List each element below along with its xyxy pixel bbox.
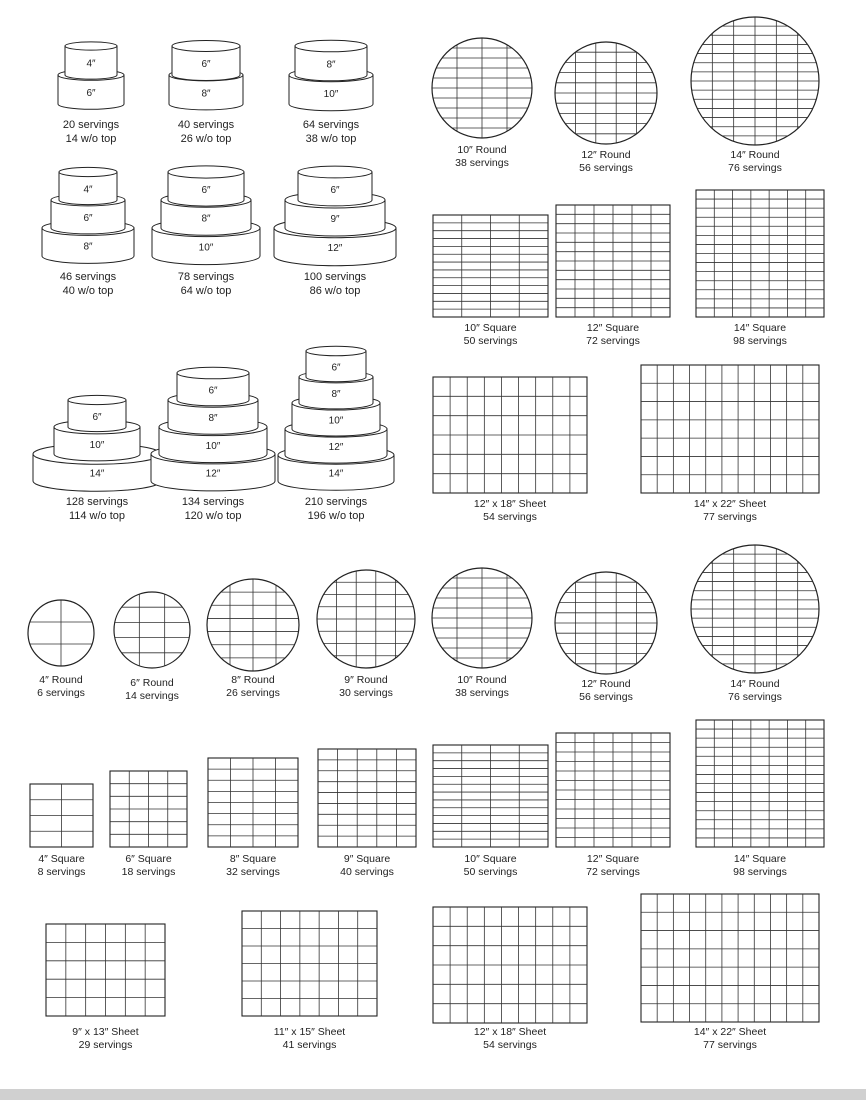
round-pan-outline [114,592,190,668]
cake-servings: 20 servings [62,119,120,131]
tier-size-label: 8″ [331,388,341,400]
tiered-cake [42,167,134,297]
tier-size-label: 14″ [89,468,105,480]
pan-name: 14″ Square [733,322,787,334]
pan-outline [641,365,819,493]
slice-grid [691,545,819,673]
round-pan [28,600,94,699]
cake-servings: 100 servings [303,271,367,283]
pan-name: 12″ x 18″ Sheet [473,1026,547,1038]
pan-name: 4″ Round [39,674,83,686]
pan-name: 9″ Round [344,674,388,686]
round-pan [432,38,532,169]
round-pan [207,579,299,699]
pan-name: 14″ Round [730,149,780,161]
tiered-cake [169,41,243,145]
tier-size-label: 6″ [201,185,211,197]
slice-grid [691,17,819,145]
pan-servings: 56 servings [579,691,633,703]
cake-servings: 40 servings [177,119,235,131]
tier-size-label: 10″ [89,439,105,451]
tier-size-label: 4″ [86,58,96,70]
tiered-cake [278,346,394,522]
tier-top [59,167,117,176]
pan-servings: 77 servings [703,1039,757,1051]
square-pan [556,733,670,878]
pan-servings: 18 servings [121,866,176,878]
tier-size-label: 10″ [328,415,344,427]
tier-top [68,395,126,404]
cake-servings: 128 servings [65,496,129,508]
tier-size-label: 10″ [205,440,221,452]
pan-name: 14″ Square [733,853,787,865]
tier-size-label: 6″ [92,411,102,423]
tier-size-label: 6″ [201,59,211,71]
pan-servings: 26 servings [226,687,280,699]
tier-size-label: 8″ [201,213,211,225]
pan-name: 10″ Square [464,322,517,334]
cake-servings-without-top: 64 w/o top [180,285,232,297]
tiered-cake [152,166,260,297]
round-pan [555,572,657,703]
pan-name: 12″ Round [581,678,631,690]
bottom-scroll-bar [0,1089,866,1100]
pan-servings: 76 servings [728,162,782,174]
pan-name: 14″ x 22″ Sheet [693,1026,767,1038]
tier-size-label: 8″ [208,413,218,425]
pan-name: 11″ x 15″ Sheet [273,1026,346,1038]
tier-top [177,367,249,379]
square-pan [433,215,548,347]
sheet-pan [433,907,587,1051]
pan-servings: 98 servings [733,335,787,347]
pan-servings: 6 servings [37,687,85,699]
tier-size-label: 12″ [205,468,221,480]
pan-servings: 76 servings [728,691,782,703]
tiered-cake [151,367,275,522]
pan-name: 12″ Square [586,853,640,865]
pan-name: 10″ Round [457,674,507,686]
cake-servings: 64 servings [302,119,360,131]
sheet-pan [641,365,819,523]
pan-servings: 40 servings [340,866,394,878]
tier-size-label: 4″ [83,184,93,196]
pan-name: 6″ Square [125,853,172,865]
pan-name: 12″ x 18″ Sheet [473,498,547,510]
pan-name: 12″ Round [581,149,631,161]
tiered-cake [274,166,396,297]
sheet-pan [46,924,165,1051]
sheet-pan [242,911,377,1051]
tier-size-label: 10″ [198,242,214,254]
tiered-cake [33,395,161,522]
pan-name: 10″ Square [464,853,517,865]
pan-servings: 30 servings [339,687,393,699]
cake-servings: 78 servings [177,271,235,283]
pan-servings: 41 servings [282,1039,337,1051]
tier-size-label: 6″ [330,184,340,196]
tier-size-label: 10″ [323,88,339,100]
pan-servings: 38 servings [455,157,509,169]
cake-servings-without-top: 14 w/o top [65,133,117,145]
pan-outline [641,894,819,1022]
pan-servings: 32 servings [226,866,280,878]
round-pan [691,17,819,174]
tier-size-label: 8″ [326,59,336,71]
square-pan [696,190,824,347]
tier-size-label: 12″ [327,242,343,254]
pan-servings: 72 servings [586,866,640,878]
cake-servings-without-top: 38 w/o top [305,133,357,145]
pan-servings: 50 servings [463,335,518,347]
pan-name: 14″ Round [730,678,780,690]
pan-servings: 38 servings [455,687,509,699]
square-pan [696,720,824,878]
pan-name: 9″ x 13″ Sheet [72,1026,139,1038]
tier-top [295,40,367,52]
tier-size-label: 6″ [331,362,341,374]
cake-servings-without-top: 120 w/o top [184,510,242,522]
cake-servings-without-top: 196 w/o top [307,510,365,522]
tier-top [65,42,117,50]
square-pan [110,771,187,878]
pan-servings: 29 servings [78,1039,133,1051]
pan-servings: 54 servings [483,511,537,523]
cake-servings: 134 servings [181,496,245,508]
pan-servings: 54 servings [483,1039,537,1051]
tier-size-label: 8″ [83,241,93,253]
cake-servings: 46 servings [59,271,117,283]
pan-servings: 56 servings [579,162,633,174]
cake-servings-without-top: 40 w/o top [62,285,114,297]
tier-size-label: 9″ [330,214,340,225]
tier-size-label: 12″ [328,442,344,454]
square-pan [433,745,548,878]
pan-servings: 98 servings [733,866,787,878]
pan-name: 6″ Round [130,677,174,689]
pan-name: 14″ x 22″ Sheet [693,498,767,510]
tiered-cake [58,42,124,145]
tier-top [306,346,366,356]
square-pan [318,749,416,878]
pan-servings: 50 servings [463,866,518,878]
tiered-cake [289,40,373,145]
round-pan [691,545,819,703]
round-pan [555,42,657,174]
round-pan [114,592,190,702]
pan-name: 8″ Square [229,853,277,865]
tier-size-label: 14″ [328,468,344,480]
cake-servings: 210 servings [304,496,368,508]
cake-servings-without-top: 114 w/o top [68,510,126,522]
square-pan [30,784,93,878]
pan-servings: 14 servings [125,690,179,702]
pan-servings: 8 servings [37,866,86,878]
cake-servings-without-top: 86 w/o top [309,285,361,297]
pan-servings: 72 servings [586,335,640,347]
pan-name: 12″ Square [586,322,640,334]
round-pan [317,570,415,699]
pan-name: 9″ Square [343,853,391,865]
tier-size-label: 6″ [86,88,96,100]
square-pan [208,758,298,878]
tier-size-label: 6″ [83,212,93,224]
tier-top [298,166,372,178]
round-pan [432,568,532,699]
pan-name: 8″ Round [231,674,275,686]
tier-size-label: 8″ [201,88,211,100]
pan-name: 10″ Round [457,144,507,156]
tier-top [168,166,244,178]
sheet-pan [641,894,819,1051]
pan-outline [318,749,416,847]
pan-servings: 77 servings [703,511,757,523]
square-pan [556,205,670,347]
sheet-pan [433,377,587,523]
cake-servings-without-top: 26 w/o top [180,133,232,145]
pan-name: 4″ Square [38,853,85,865]
tier-top [172,41,240,52]
tier-size-label: 6″ [208,385,218,397]
